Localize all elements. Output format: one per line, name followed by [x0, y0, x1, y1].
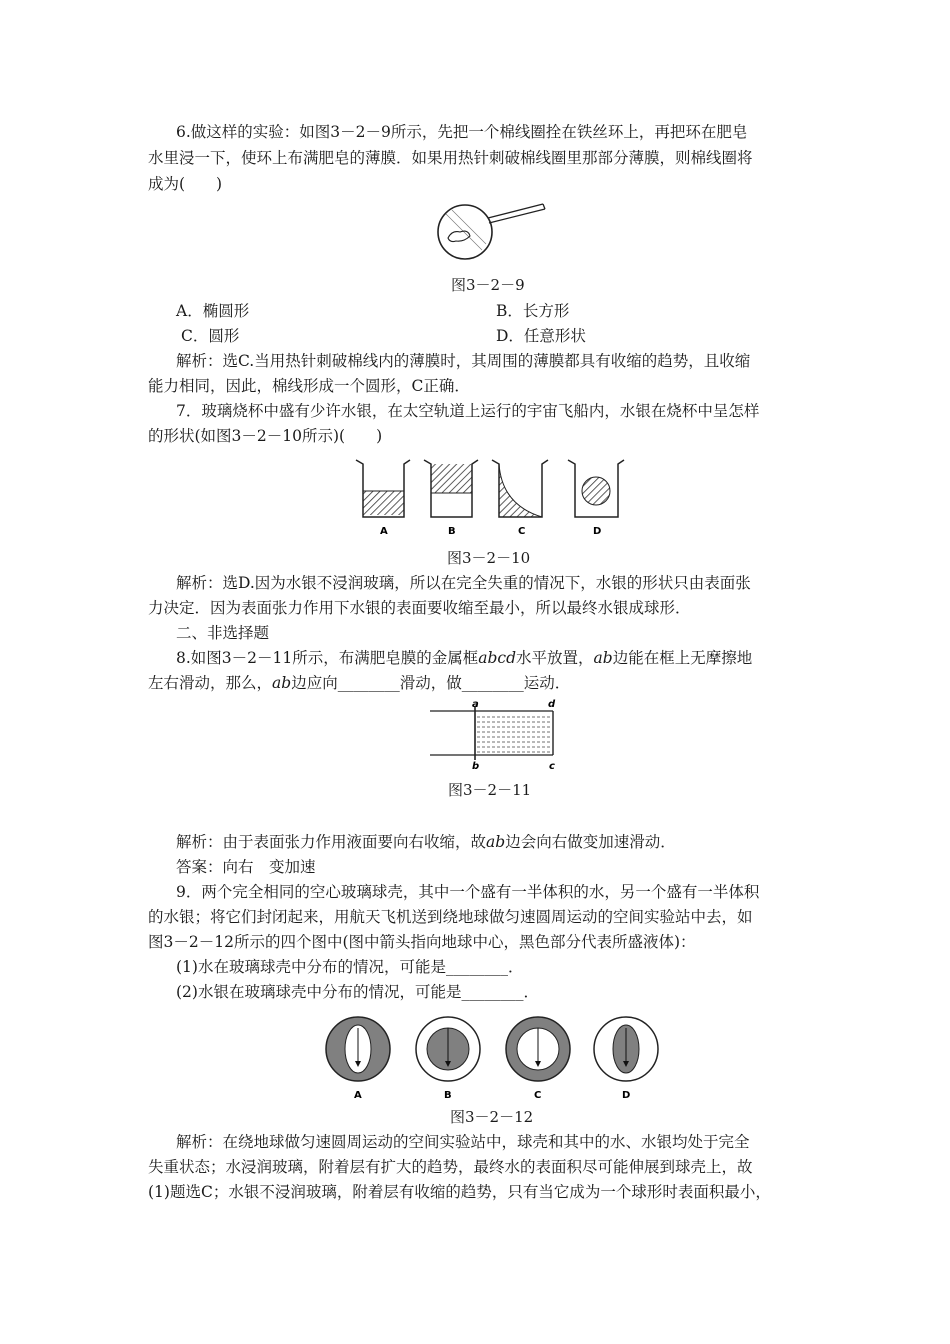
beaker-a	[356, 460, 410, 537]
q8-line-1-b: 水平放置，	[516, 649, 594, 667]
beaker-d-label: D	[593, 526, 602, 537]
q6-analysis-line-2: 能力相同，因此，棉线形成一个圆形，C正确．	[148, 377, 470, 395]
sphere-a	[326, 1017, 390, 1101]
sphere-c	[506, 1017, 570, 1101]
q9-analysis-line-1: 解析：在绕地球做匀速圆周运动的空间实验站中，球壳和其中的水、水银均处于完全	[176, 1133, 750, 1151]
q9-line-2: 的水银；将它们封闭起来，用航天飞机送到绕地球做匀速圆周运动的空间实验站中去，如	[148, 908, 753, 926]
figure-3-2-9	[430, 200, 550, 262]
q6-line-2: 水里浸一下，使环上布满肥皂的薄膜．如果用热针刺破棉线圈里那部分薄膜，则棉线圈将	[148, 149, 753, 167]
beaker-c	[492, 460, 548, 537]
frame-label-c: c	[549, 761, 555, 772]
q9-line-1: 9．两个完全相同的空心玻璃球壳，其中一个盛有一半体积的水，另一个盛有一半体积	[176, 883, 760, 901]
q7-analysis-line-2: 力决定．因为表面张力作用下水银的表面要收缩至最小，所以最终水银成球形．	[148, 599, 691, 617]
q9-analysis-line-3: (1)题选C；水银不浸润玻璃，附着层有收缩的趋势，只有当它成为一个球形时表面积最小，	[148, 1183, 771, 1201]
sphere-b-label: B	[444, 1090, 452, 1101]
sphere-d	[594, 1017, 658, 1101]
q8-var-abcd: abcd	[478, 649, 517, 667]
figure-3-2-11-caption: 图3－2－11	[448, 781, 532, 799]
q8-answer: 答案：向右 变加速	[176, 858, 316, 876]
figure-3-2-10-caption: 图3－2－10	[447, 549, 531, 567]
q7-analysis-line-1: 解析：选D.因为水银不浸润玻璃，所以在完全失重的情况下，水银的形状只由表面张	[176, 574, 751, 592]
frame-label-a: a	[472, 699, 479, 710]
q9-analysis-line-2: 失重状态；水浸润玻璃，附着层有扩大的趋势，最终水的表面积尽可能伸展到球壳上，故	[148, 1158, 753, 1176]
sphere-c-label: C	[534, 1090, 542, 1101]
beaker-b-label: B	[448, 526, 456, 537]
q6-line-1: 6.做这样的实验：如图3－2－9所示，先把一个棉线圈拴在铁丝环上，再把环在肥皂	[176, 123, 748, 141]
figure-3-2-10	[352, 455, 632, 543]
frame-label-b: b	[472, 761, 480, 772]
q9-sub-1: (1)水在玻璃球壳中分布的情况，可能是________．	[176, 958, 524, 976]
sphere-d-label: D	[622, 1090, 631, 1101]
q8-analysis-b: 边会向右做变加速滑动．	[505, 833, 676, 851]
q8-line-1-a: 8.如图3－2－11所示，布满肥皂膜的金属框	[176, 649, 479, 667]
beaker-c-label: C	[518, 526, 526, 537]
q9-sub-2: (2)水银在玻璃球壳中分布的情况，可能是________．	[176, 983, 539, 1001]
q8-line-1	[176, 647, 752, 669]
q6-option-b: B．长方形	[496, 302, 570, 320]
q8-analysis-a: 解析：由于表面张力作用液面要向右收缩，故	[176, 833, 487, 851]
q8-line-2-a: 左右滑动，那么，	[148, 674, 273, 692]
q8-analysis	[176, 831, 676, 853]
q8-var-ab: ab	[593, 649, 613, 667]
frame-label-d: d	[548, 699, 556, 710]
q8-var-ab-2: ab	[272, 674, 292, 692]
q6-analysis-line-1: 解析：选C.当用热针刺破棉线内的薄膜时，其周围的薄膜都具有收缩的趋势，且收缩	[176, 352, 751, 370]
figure-3-2-11	[428, 700, 563, 772]
beaker-a-label: A	[380, 526, 388, 537]
q9-line-3: 图3－2－12所示的四个图中(图中箭头指向地球中心，黑色部分代表所盛液体)：	[148, 933, 696, 951]
q8-analysis-var-ab: ab	[486, 833, 506, 851]
q8-line-2-b: 边应向________滑动，做________运动．	[291, 674, 571, 692]
section-heading: 二、非选择题	[176, 624, 270, 642]
figure-3-2-9-caption: 图3－2－9	[451, 276, 525, 294]
q6-option-c: C．圆形	[181, 327, 240, 345]
q8-line-2	[148, 672, 570, 694]
sphere-a-label: A	[354, 1090, 362, 1101]
q6-option-a: A．椭圆形	[176, 302, 250, 320]
beaker-b	[424, 460, 478, 537]
beaker-d	[568, 460, 624, 537]
figure-3-2-12-caption: 图3－2－12	[450, 1108, 534, 1126]
q6-line-3: 成为( )	[148, 175, 223, 193]
figure-3-2-12	[320, 1012, 660, 1104]
q8-line-1-c: 边能在框上无摩擦地	[612, 649, 753, 667]
q6-option-d: D．任意形状	[496, 327, 586, 345]
q7-line-1: 7．玻璃烧杯中盛有少许水银，在太空轨道上运行的宇宙飞船内，水银在烧杯中呈怎样	[176, 402, 760, 420]
q7-line-2: 的形状(如图3－2－10所示)( )	[148, 427, 383, 445]
sphere-b	[416, 1017, 480, 1101]
